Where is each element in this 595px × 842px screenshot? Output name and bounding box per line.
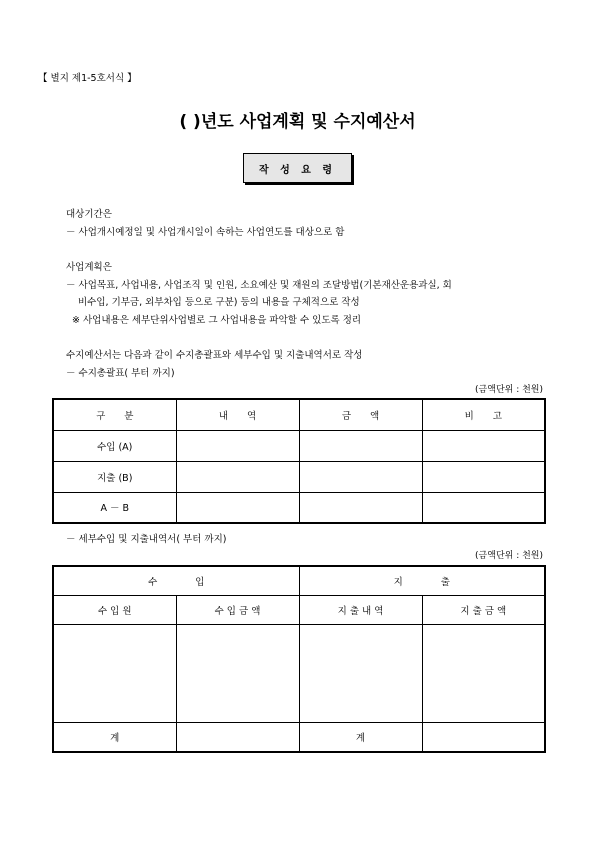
table-row [53,430,545,461]
summary-cell[interactable] [176,492,299,523]
summary-row-income-label: 수입 (A) [53,430,176,461]
detail-header-expense-amount: 지 출 금 액 [422,595,545,624]
budget-heading: 수지예산서는 다음과 같이 수지총괄표와 세부수입 및 지출내역서로 작성 [66,350,363,361]
writing-guide-box: 작 성 요 령 [243,153,352,183]
summary-cell[interactable] [176,430,299,461]
business-plan-note: ※ 사업내용은 세부단위사업별로 그 사업내용을 파악할 수 있도록 정리 [72,315,362,326]
summary-row-expense-label: 지출 (B) [53,461,176,492]
summary-header-remarks: 비 고 [422,399,545,430]
summary-cell[interactable] [299,492,422,523]
summary-row-balance-label: A － B [53,492,176,523]
detail-cell[interactable] [176,722,299,752]
summary-cell[interactable] [299,461,422,492]
summary-cell[interactable] [422,461,545,492]
business-plan-line-2: 비수입, 기부금, 외부차입 등으로 구분) 등의 내용을 구체적으로 작성 [78,297,360,308]
detail-cell[interactable] [299,624,422,722]
detail-total-income-label: 계 [53,722,176,752]
summary-cell[interactable] [176,461,299,492]
detail-cell[interactable] [176,624,299,722]
detail-table [52,565,546,753]
summary-cell[interactable] [422,430,545,461]
detail-cell[interactable] [53,624,176,722]
table-row [53,461,545,492]
summary-unit-label: (금액단위 : 천원) [475,385,543,395]
detail-unit-label: (금액단위 : 천원) [475,551,543,561]
summary-table-label: － 수지총괄표( 부터 까지) [66,368,175,379]
summary-header-details: 내 역 [176,399,299,430]
summary-cell[interactable] [299,430,422,461]
table-row [53,492,545,523]
detail-cell[interactable] [422,722,545,752]
table-row [53,722,545,752]
detail-cell[interactable] [422,624,545,722]
detail-header-expense: 지 출 [299,566,545,595]
form-number: 【 별지 제1-5호서식 】 [38,73,137,84]
summary-table [52,398,546,524]
summary-header-category: 구 분 [53,399,176,430]
summary-header-amount: 금 액 [299,399,422,430]
business-plan-line-1: － 사업목표, 사업내용, 사업조직 및 인원, 소요예산 및 재원의 조달방법(기본재산운용과실, 회 [66,280,452,291]
detail-header-expense-details: 지 출 내 역 [299,595,422,624]
business-plan-heading: 사업계획은 [66,262,112,273]
summary-cell[interactable] [422,492,545,523]
page-title: ( )년도 사업계획 및 수지예산서 [179,112,416,132]
detail-header-income-source: 수 입 원 [53,595,176,624]
target-period-heading: 대상기간은 [66,209,112,220]
detail-header-income-amount: 수 입 금 액 [176,595,299,624]
detail-table-label: － 세부수입 및 지출내역서( 부터 까지) [66,534,227,545]
target-period-line: － 사업개시예정일 및 사업개시일이 속하는 사업연도를 대상으로 함 [66,227,345,238]
detail-header-income: 수 입 [53,566,299,595]
detail-total-expense-label: 계 [299,722,422,752]
table-row [53,624,545,722]
